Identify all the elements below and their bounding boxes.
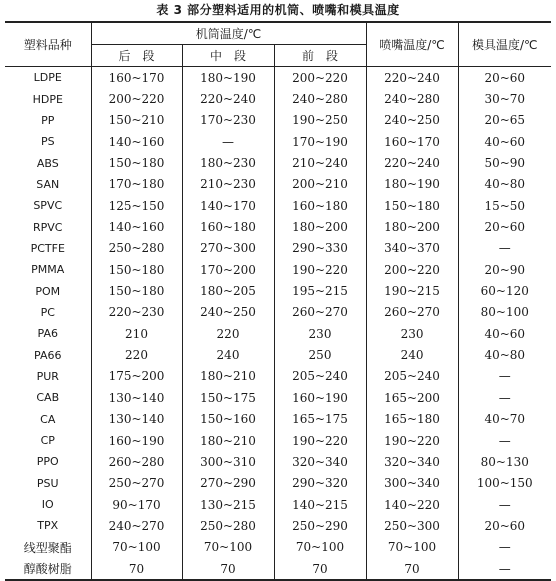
table-row (5, 131, 551, 152)
table-row (5, 366, 551, 387)
temperature-table (5, 21, 551, 581)
table-row (5, 195, 551, 216)
cell-material: RPVC (5, 216, 91, 237)
cell-material: IO (5, 494, 91, 515)
table-row (5, 409, 551, 430)
cell-mold: 15~50 (484, 198, 526, 213)
cell-nozzle: 190~220 (366, 430, 458, 451)
cell-mold: 20~60 (484, 220, 526, 235)
cell-nozzle: 160~170 (366, 131, 458, 152)
cell-nozzle: 70~100 (366, 537, 458, 558)
cell-rear: 250~270 (91, 473, 182, 494)
cell-nozzle: 140~220 (366, 494, 458, 515)
cell-rear: 160~170 (91, 67, 182, 89)
cell-middle: 180~230 (182, 152, 274, 173)
header-material: 塑料品种 (5, 22, 91, 67)
cell-nozzle: 205~240 (366, 366, 458, 387)
cell-material: PSU (5, 473, 91, 494)
cell-material: HDPE (5, 88, 91, 109)
cell-nozzle: 320~340 (366, 451, 458, 472)
cell-material: PC (5, 302, 91, 323)
cell-middle: 180~210 (182, 430, 274, 451)
cell-middle: 140~170 (182, 195, 274, 216)
cell-middle: 220~240 (182, 88, 274, 109)
cell-material: LDPE (5, 67, 91, 89)
header-middle-section: 中 段 (182, 45, 274, 67)
cell-front: 140~215 (274, 494, 366, 515)
cell-nozzle: 150~180 (366, 195, 458, 216)
cell-mold: 20~60 (484, 518, 526, 533)
cell-front: 160~190 (274, 387, 366, 408)
cell-rear: 200~220 (91, 88, 182, 109)
cell-mold: 20~60 (484, 70, 526, 85)
cell-material: PS (5, 131, 91, 152)
table-row (5, 558, 551, 580)
cell-material: PCTFE (5, 238, 91, 259)
cell-middle: — (182, 131, 274, 152)
cell-material: ABS (5, 152, 91, 173)
table-row (5, 430, 551, 451)
cell-middle: 220 (182, 323, 274, 344)
cell-rear: 70 (91, 558, 182, 580)
cell-mold: — (498, 390, 511, 405)
header-front-section: 前 段 (274, 45, 366, 67)
cell-front: 160~180 (274, 195, 366, 216)
cell-rear: 70~100 (91, 537, 182, 558)
cell-middle: 150~160 (182, 409, 274, 430)
cell-mold: 40~80 (484, 177, 526, 192)
cell-mold: — (498, 433, 511, 448)
table-row (5, 515, 551, 536)
cell-middle: 210~230 (182, 174, 274, 195)
cell-rear: 150~210 (91, 110, 182, 131)
table-caption: 表 3 部分塑料适用的机筒、喷嘴和模具温度 (156, 3, 400, 17)
cell-rear: 125~150 (91, 195, 182, 216)
cell-material: PUR (5, 366, 91, 387)
header-nozzle-temp: 喷嘴温度/℃ (366, 22, 458, 67)
cell-middle: 170~200 (182, 259, 274, 280)
cell-middle: 180~205 (182, 280, 274, 301)
table-row (5, 174, 551, 195)
table-row (5, 259, 551, 280)
cell-front: 190~220 (274, 259, 366, 280)
cell-material: SPVC (5, 195, 91, 216)
cell-middle: 170~230 (182, 110, 274, 131)
cell-mold: 40~60 (484, 134, 526, 149)
cell-rear: 140~160 (91, 216, 182, 237)
cell-middle: 180~210 (182, 366, 274, 387)
table-row (5, 494, 551, 515)
cell-nozzle: 165~200 (366, 387, 458, 408)
cell-mold: — (498, 369, 511, 384)
cell-front: 170~190 (274, 131, 366, 152)
cell-front: 210~240 (274, 152, 366, 173)
table-row (5, 67, 551, 89)
cell-nozzle: 70 (366, 558, 458, 580)
cell-mold: — (498, 540, 511, 555)
cell-mold: 50~90 (484, 156, 526, 171)
cell-mold: 40~70 (484, 412, 526, 427)
table-row (5, 110, 551, 131)
cell-mold: 60~120 (480, 284, 529, 299)
cell-material: CA (5, 409, 91, 430)
cell-rear: 130~140 (91, 409, 182, 430)
cell-front: 240~280 (274, 88, 366, 109)
cell-front: 190~250 (274, 110, 366, 131)
table-row (5, 88, 551, 109)
cell-front: 205~240 (274, 366, 366, 387)
cell-front: 180~200 (274, 216, 366, 237)
cell-mold: 80~100 (480, 305, 529, 320)
table-row (5, 451, 551, 472)
cell-material: 醇酸树脂 (5, 558, 91, 580)
table-row (5, 280, 551, 301)
cell-front: 250~290 (274, 515, 366, 536)
cell-front: 165~175 (274, 409, 366, 430)
cell-middle: 240~250 (182, 302, 274, 323)
cell-middle: 70~100 (182, 537, 274, 558)
cell-middle: 150~175 (182, 387, 274, 408)
header-rear-section: 后 段 (91, 45, 182, 67)
cell-nozzle: 340~370 (366, 238, 458, 259)
cell-middle: 160~180 (182, 216, 274, 237)
cell-nozzle: 240~280 (366, 88, 458, 109)
cell-rear: 150~180 (91, 259, 182, 280)
cell-mold: — (498, 561, 511, 576)
cell-material: PA6 (5, 323, 91, 344)
cell-rear: 210 (91, 323, 182, 344)
cell-rear: 220 (91, 344, 182, 365)
cell-mold: 20~65 (484, 113, 526, 128)
cell-mold: 40~80 (484, 348, 526, 363)
cell-material: CAB (5, 387, 91, 408)
cell-material: PPO (5, 451, 91, 472)
cell-front: 230 (274, 323, 366, 344)
cell-nozzle: 190~215 (366, 280, 458, 301)
cell-nozzle: 240 (366, 344, 458, 365)
cell-mold: — (498, 241, 511, 256)
cell-nozzle: 260~270 (366, 302, 458, 323)
cell-rear: 150~180 (91, 280, 182, 301)
cell-material: PMMA (5, 259, 91, 280)
cell-nozzle: 165~180 (366, 409, 458, 430)
cell-mold: 100~150 (476, 476, 533, 491)
cell-middle: 180~190 (182, 67, 274, 89)
cell-material: CP (5, 430, 91, 451)
cell-nozzle: 180~190 (366, 174, 458, 195)
cell-middle: 70 (182, 558, 274, 580)
cell-front: 200~220 (274, 67, 366, 89)
table-row (5, 238, 551, 259)
cell-front: 195~215 (274, 280, 366, 301)
table-row (5, 152, 551, 173)
cell-nozzle: 180~200 (366, 216, 458, 237)
cell-nozzle: 300~340 (366, 473, 458, 494)
table-row (5, 537, 551, 558)
cell-mold: 80~130 (480, 454, 529, 469)
cell-rear: 150~180 (91, 152, 182, 173)
cell-nozzle: 220~240 (366, 152, 458, 173)
cell-nozzle: 220~240 (366, 67, 458, 89)
cell-material: 线型聚酯 (5, 537, 91, 558)
cell-middle: 240 (182, 344, 274, 365)
cell-rear: 90~170 (91, 494, 182, 515)
table-row (5, 323, 551, 344)
cell-rear: 240~270 (91, 515, 182, 536)
cell-nozzle: 240~250 (366, 110, 458, 131)
cell-mold: 30~70 (484, 92, 526, 107)
cell-material: PP (5, 110, 91, 131)
cell-middle: 130~215 (182, 494, 274, 515)
cell-rear: 160~190 (91, 430, 182, 451)
table-row (5, 387, 551, 408)
cell-rear: 250~280 (91, 238, 182, 259)
cell-front: 190~220 (274, 430, 366, 451)
cell-front: 200~210 (274, 174, 366, 195)
table-row (5, 216, 551, 237)
cell-rear: 170~180 (91, 174, 182, 195)
table-row (5, 473, 551, 494)
cell-front: 250 (274, 344, 366, 365)
cell-material: PA66 (5, 344, 91, 365)
cell-mold: — (498, 497, 511, 512)
cell-middle: 270~300 (182, 238, 274, 259)
cell-rear: 140~160 (91, 131, 182, 152)
header-barrel-temp: 机筒温度/℃ (91, 22, 366, 45)
cell-front: 260~270 (274, 302, 366, 323)
cell-rear: 260~280 (91, 451, 182, 472)
cell-rear: 220~230 (91, 302, 182, 323)
cell-front: 70 (274, 558, 366, 580)
cell-rear: 130~140 (91, 387, 182, 408)
cell-front: 320~340 (274, 451, 366, 472)
cell-material: TPX (5, 515, 91, 536)
cell-front: 290~330 (274, 238, 366, 259)
cell-mold: 20~90 (484, 262, 526, 277)
header-mold-temp: 模具温度/℃ (458, 22, 551, 67)
cell-middle: 250~280 (182, 515, 274, 536)
table-row (5, 344, 551, 365)
cell-front: 70~100 (274, 537, 366, 558)
cell-middle: 270~290 (182, 473, 274, 494)
table-row (5, 302, 551, 323)
cell-front: 290~320 (274, 473, 366, 494)
cell-middle: 300~310 (182, 451, 274, 472)
cell-nozzle: 230 (366, 323, 458, 344)
cell-material: SAN (5, 174, 91, 195)
cell-nozzle: 250~300 (366, 515, 458, 536)
cell-nozzle: 200~220 (366, 259, 458, 280)
cell-mold: 40~60 (484, 326, 526, 341)
cell-material: POM (5, 280, 91, 301)
table-body (5, 67, 551, 581)
cell-rear: 175~200 (91, 366, 182, 387)
